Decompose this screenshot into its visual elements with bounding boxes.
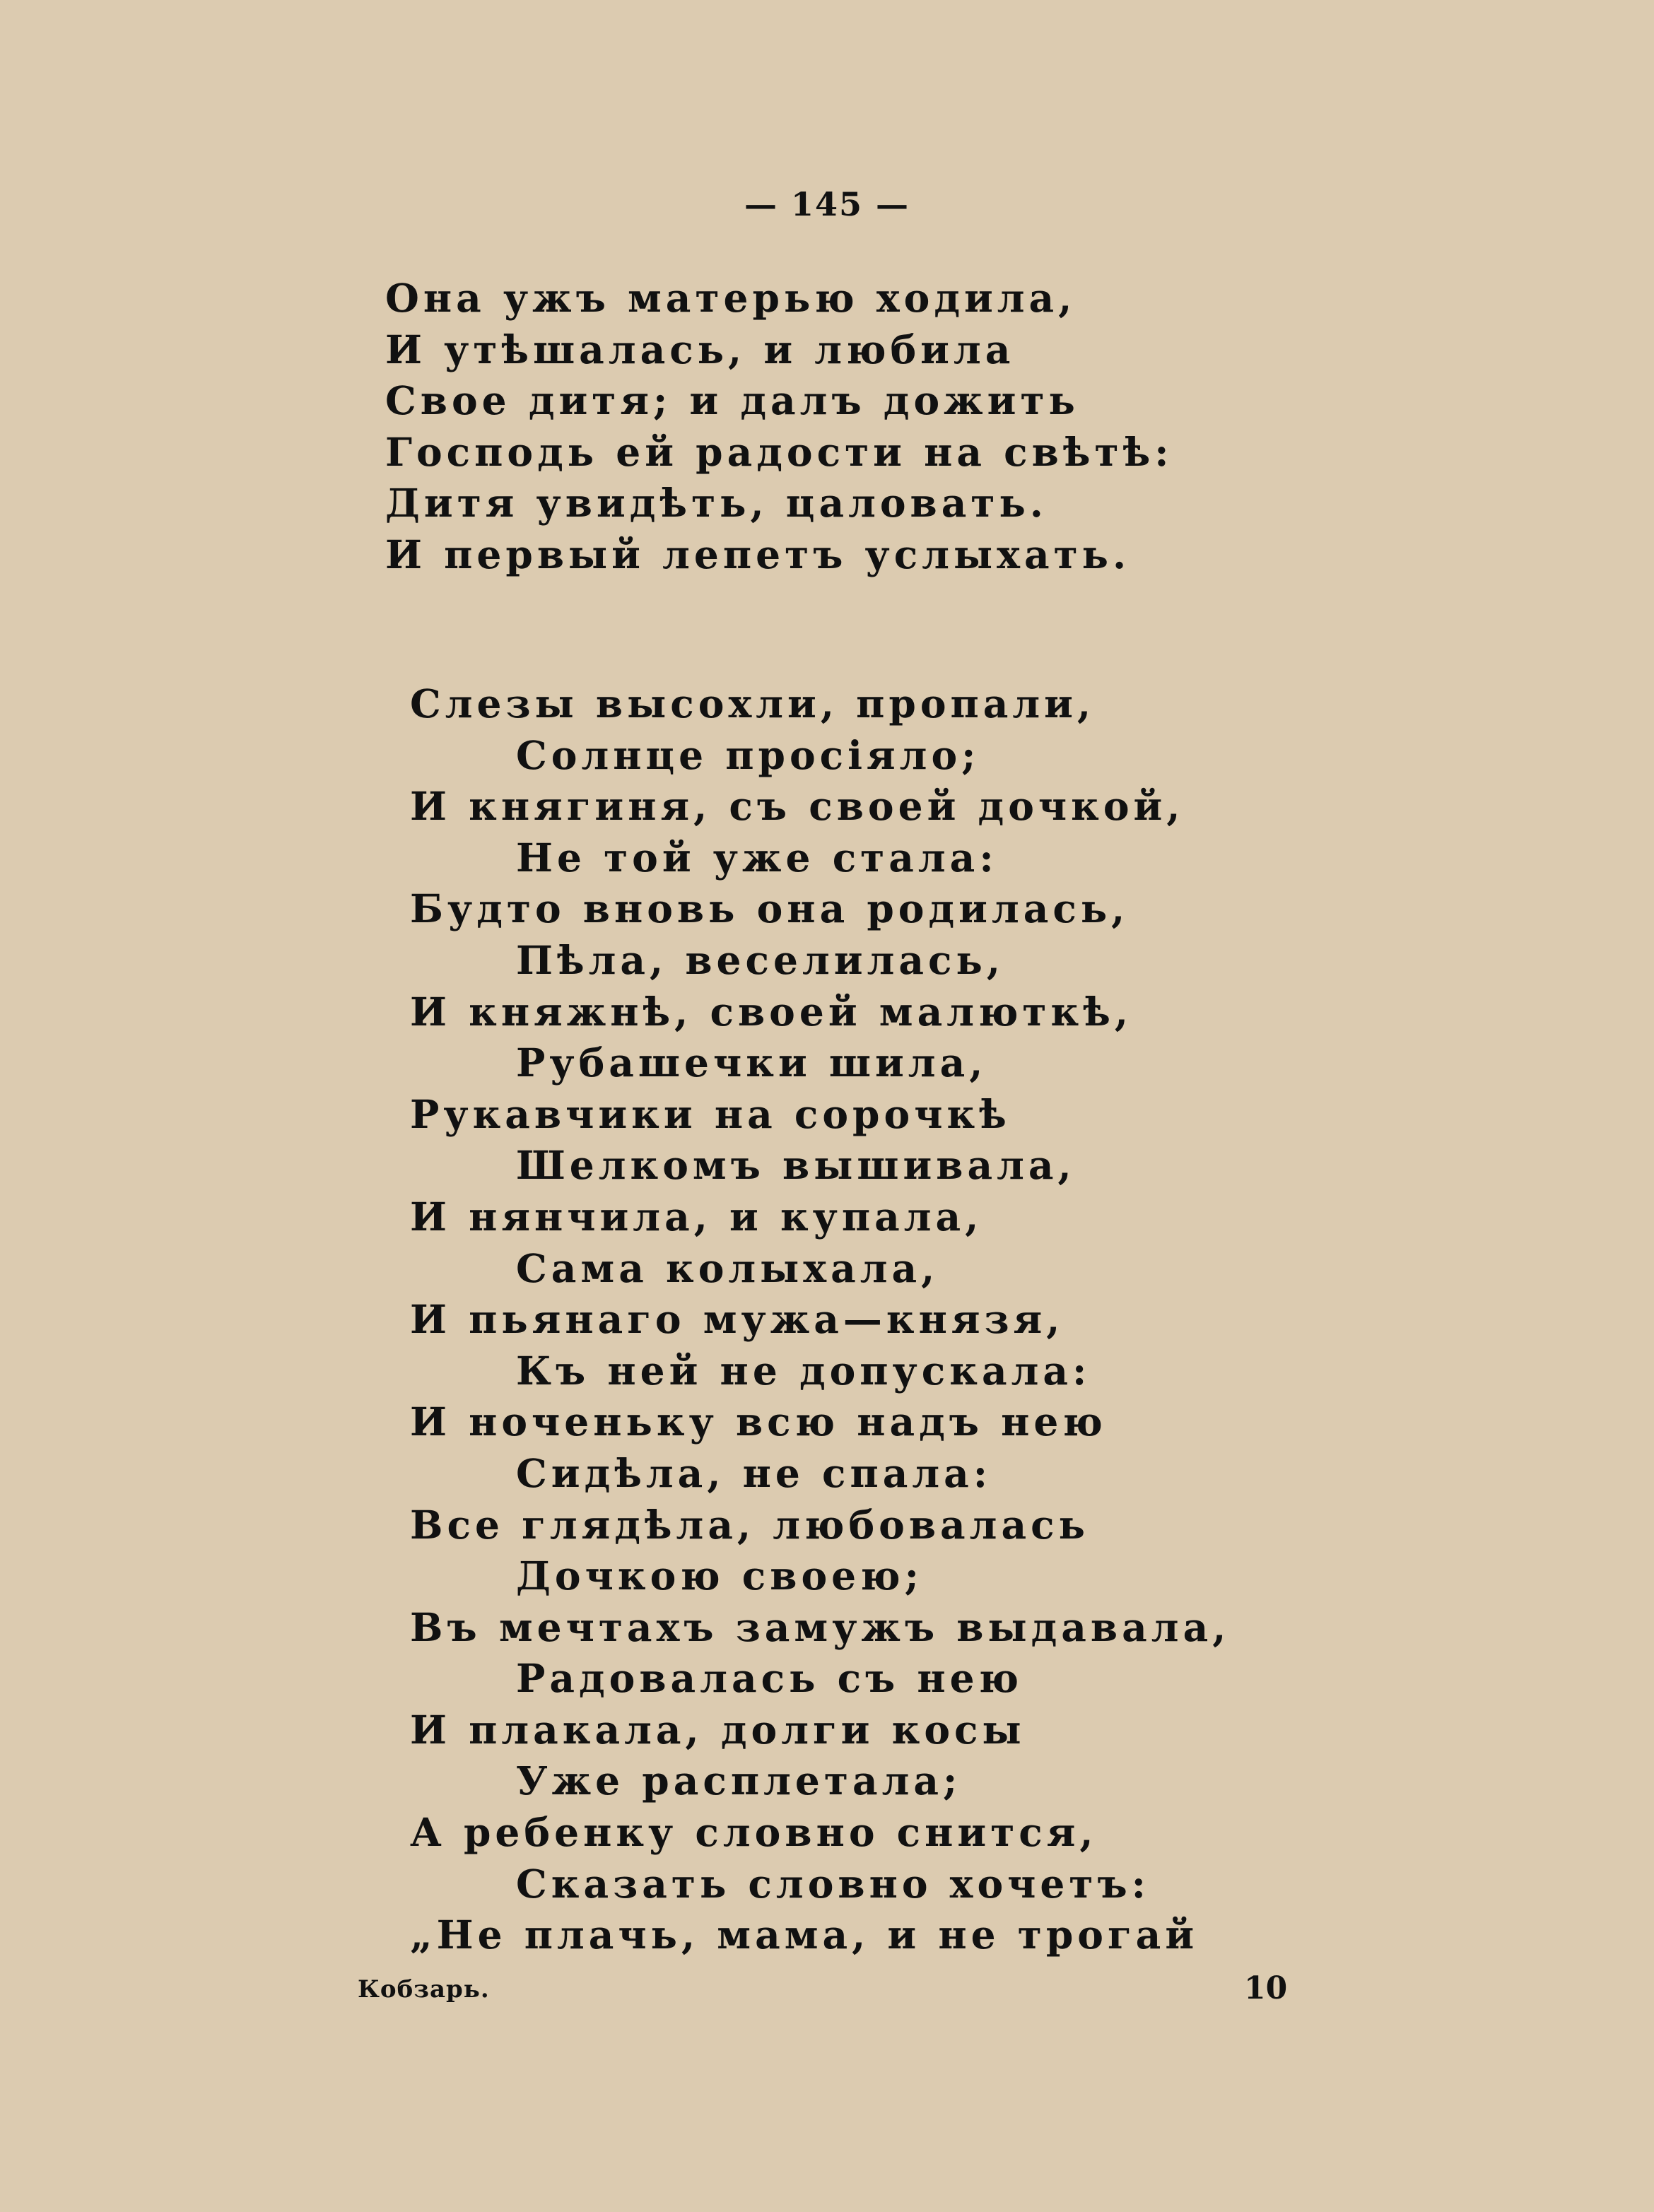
verse-line: И пьянаго мужа—князя, (410, 1296, 1064, 1343)
page-number: — 145 — (744, 185, 910, 223)
verse-line-indented: Пѣла, веселилась, (516, 936, 1004, 983)
verse-line: Дитя увидѣть, цаловать. (385, 480, 1048, 526)
verse-line-indented: Къ ней не допускала: (516, 1347, 1091, 1394)
verse-line-indented: Не той уже стала: (516, 834, 998, 881)
verse-line-indented: Уже расплетала; (516, 1758, 962, 1804)
footer-signature-mark: 10 (1244, 1970, 1288, 2006)
verse-line: Она ужъ матерью ходила, (385, 275, 1077, 321)
verse-line: И утѣшалась, и любила (385, 326, 1015, 372)
verse-line: Все глядѣла, любовалась (410, 1501, 1089, 1548)
stanza-1 (385, 273, 1173, 580)
verse-line-indented: Шелкомъ вышивала, (516, 1142, 1076, 1189)
verse-line: И плакала, долги косы (410, 1706, 1026, 1753)
verse-line: Будто вновь она родилась, (410, 886, 1130, 932)
verse-line-indented: Солнце просіяло; (516, 731, 980, 778)
verse-line-indented: Дочкою своею; (516, 1553, 923, 1599)
verse-line: И княжнѣ, своей малюткѣ, (410, 988, 1133, 1035)
verse-line: Господь ей радости на свѣтѣ: (385, 428, 1173, 475)
verse-line: И первый лепетъ услыхать. (385, 531, 1131, 577)
verse-line-indented: Радовалась съ нею (516, 1655, 1024, 1702)
footer-book-title: Кобзарь. (358, 1975, 490, 2004)
verse-line: А ребенку словно снится, (410, 1809, 1098, 1856)
stanza-2 (410, 678, 1230, 1961)
verse-line: И нянчила, и купала, (410, 1193, 983, 1240)
verse-line-indented: Рубашечки шила, (516, 1040, 987, 1086)
verse-line: Рукавчики на сорочкѣ (410, 1090, 1011, 1137)
verse-line-indented: Сидѣла, не спала: (516, 1449, 992, 1496)
verse-line: И княгиня, съ своей дочкой, (410, 783, 1185, 830)
verse-line: Слезы высохли, пропали, (410, 681, 1096, 726)
verse-line: Свое дитя; и далъ дожить (385, 377, 1079, 423)
verse-line-indented: Сама колыхала, (516, 1245, 939, 1291)
verse-line: И ноченьку всю надъ нею (410, 1399, 1107, 1445)
verse-line: „Не плачь, мама, и не трогай (410, 1912, 1199, 1958)
verse-line-indented: Сказать словно хочетъ: (516, 1860, 1150, 1907)
verse-line: Въ мечтахъ замужъ выдавала, (410, 1604, 1231, 1650)
